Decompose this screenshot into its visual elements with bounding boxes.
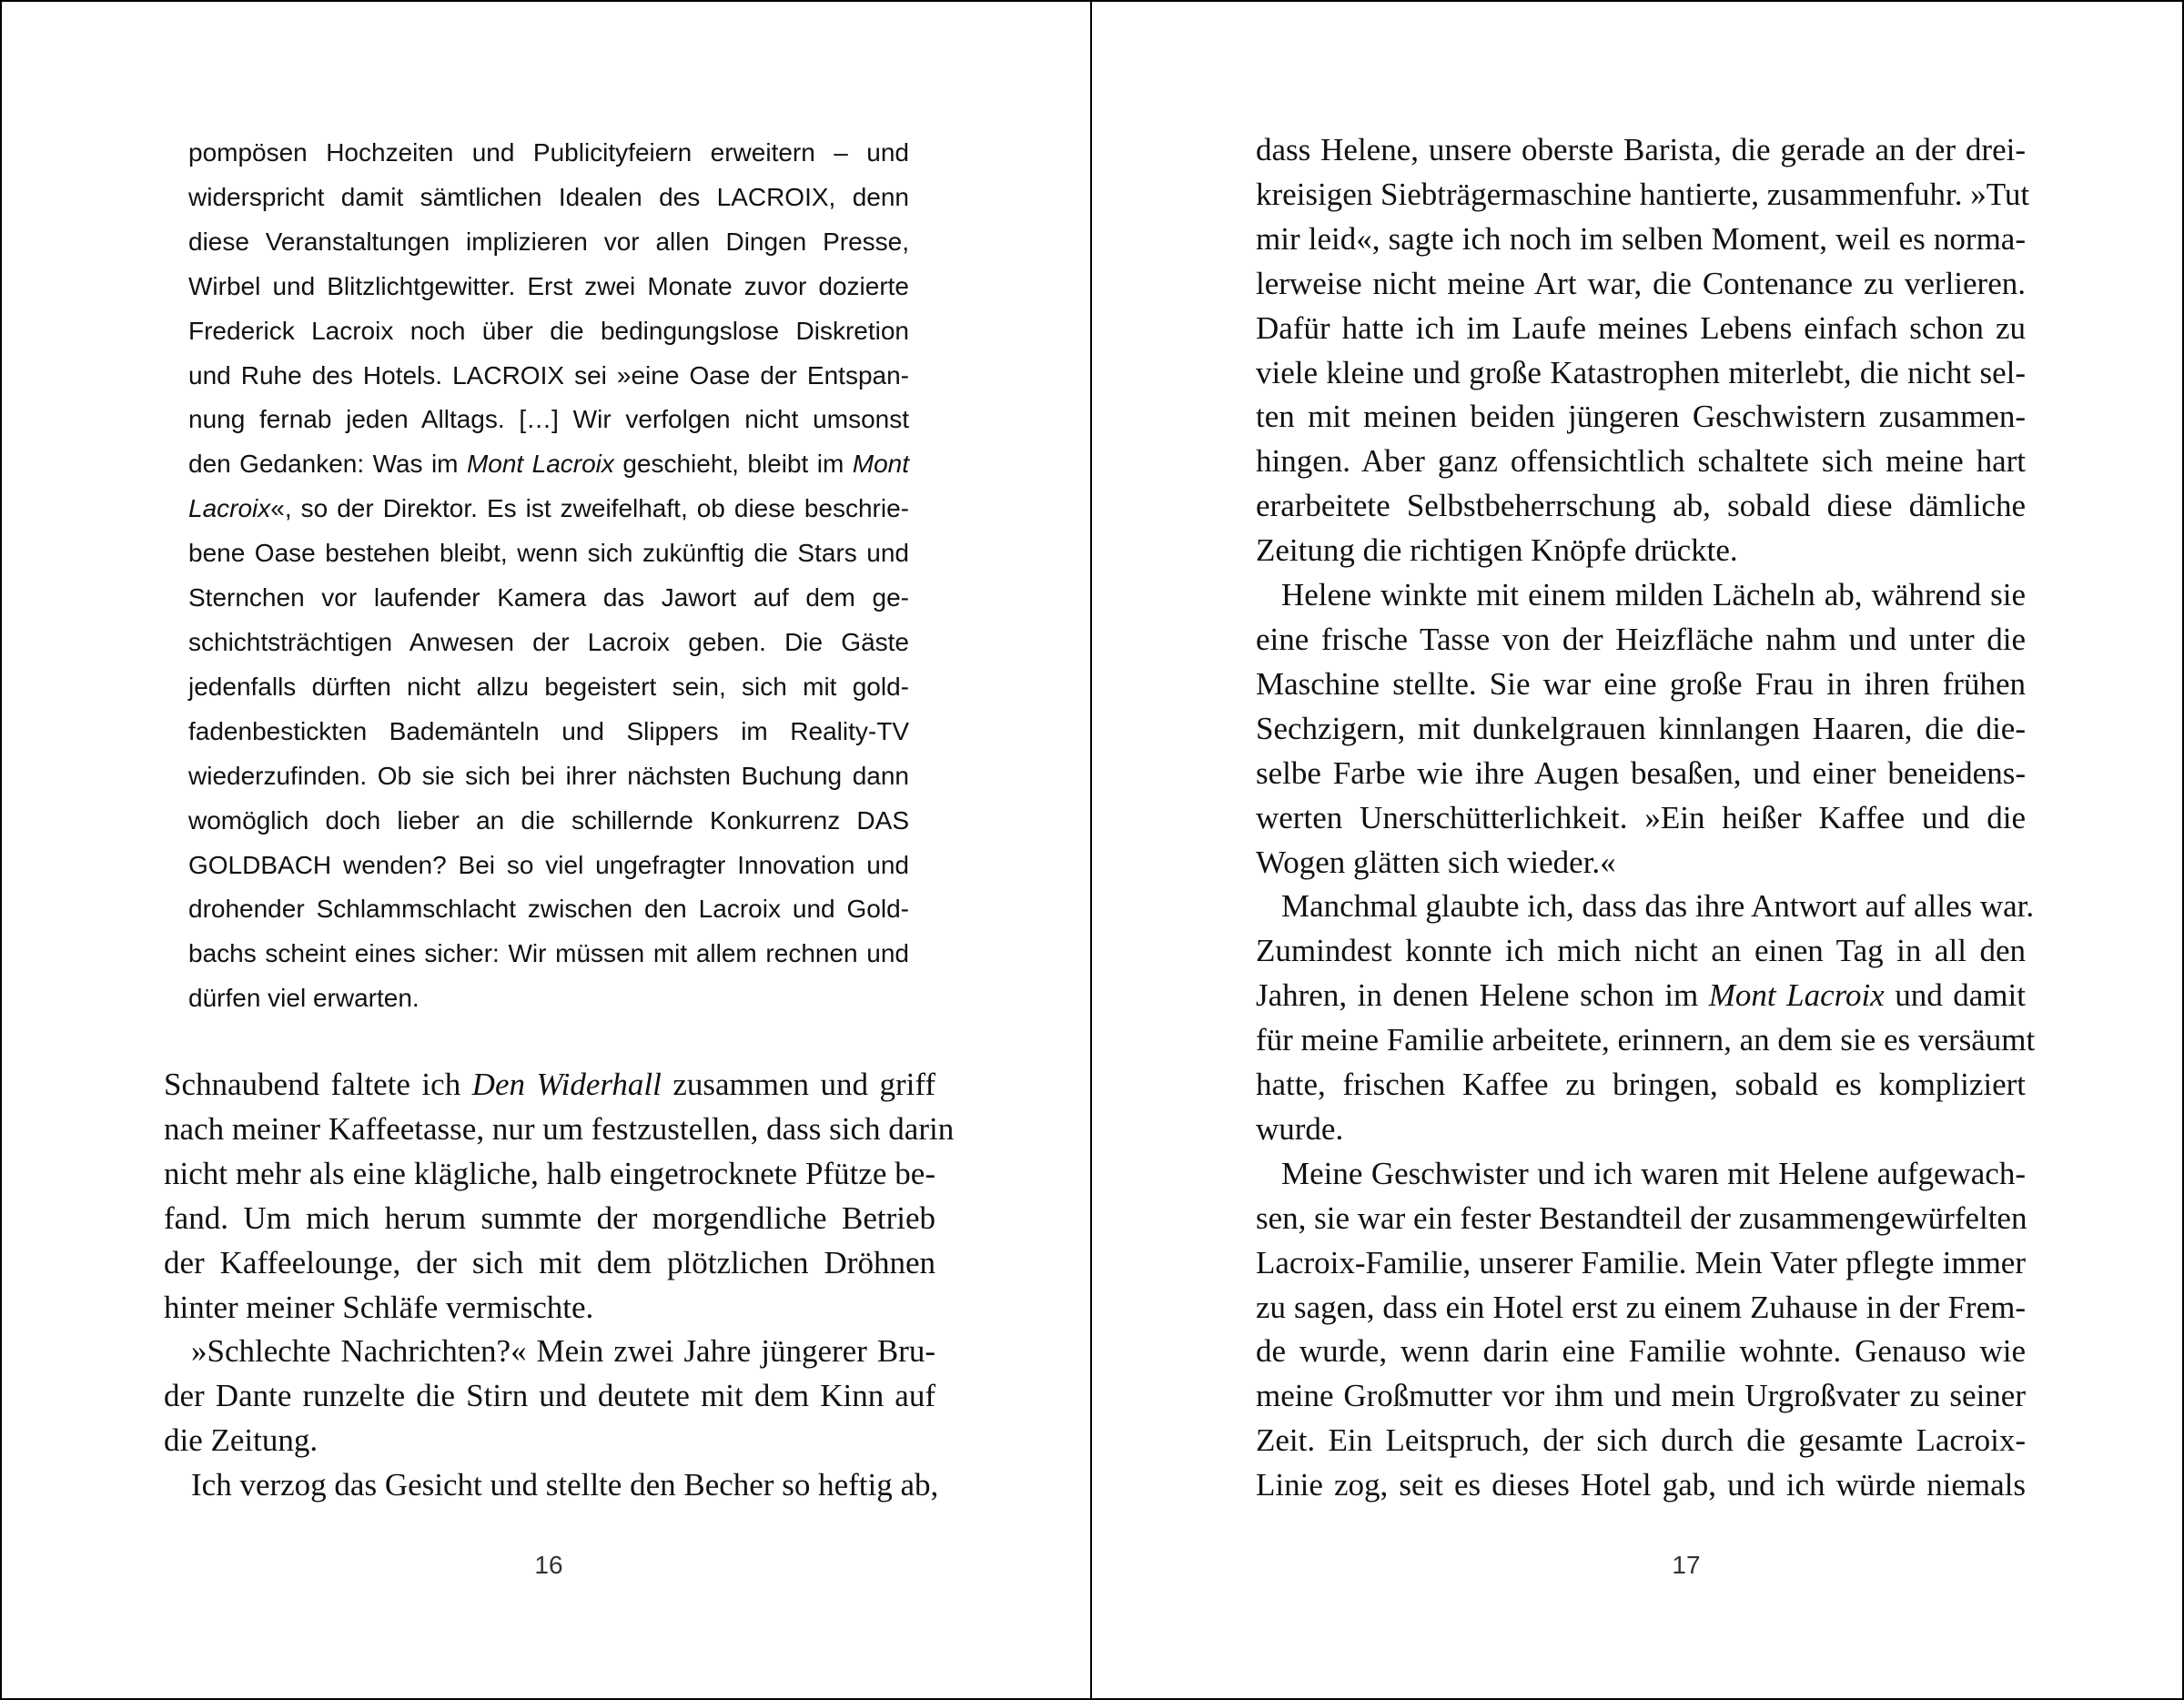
body-line: Linie zog, seit es dieses Hotel gab, und ich würde niemals bbox=[1256, 1467, 2026, 1503]
body-fragment: Jahren, in denen Helene schon im bbox=[1256, 977, 1709, 1014]
body-line: hatte, frischen Kaffee zu bringen, sobald es kompliziert bbox=[1256, 1067, 2026, 1103]
page-number: 16 bbox=[534, 1551, 563, 1579]
quote-line: Sternchen vor laufender Kamera das Jawort auf dem ge- bbox=[188, 583, 909, 612]
body-line: nicht mehr als eine klägliche, halb eingetrocknete Pfütze be- bbox=[164, 1155, 935, 1191]
body-line bbox=[164, 1063, 935, 1108]
quote-italic: Mont bbox=[852, 450, 909, 479]
body-line: Wogen glätten sich wieder.« bbox=[1256, 844, 1616, 880]
body-fragment: Schnaubend faltete ich bbox=[164, 1067, 472, 1102]
body-line: sen, sie war ein fester Bestandteil der zusammengewürfelten bbox=[1256, 1199, 2027, 1236]
body-line: eine frische Tasse von der Heizfläche nahm und unter die bbox=[1256, 621, 2026, 657]
body-line: werten Unerschütterlichkeit. »Ein heißer Kaffee und die bbox=[1256, 799, 2026, 835]
body-line: Maschine stellte. Sie war eine große Frau in ihren frühen bbox=[1256, 665, 2026, 702]
body-italic: Den Widerhall bbox=[471, 1067, 662, 1102]
right-page bbox=[1090, 0, 2184, 1700]
quote-line: bachs scheint eines sicher: Wir müssen mit allem rechnen und bbox=[188, 939, 909, 968]
body-fragment: und damit bbox=[1884, 977, 2026, 1014]
body-line: meine Großmutter vor ihm und mein Urgroßvater zu seiner bbox=[1256, 1378, 2026, 1414]
quote-line: fadenbestickten Bademänteln und Slippers im Reality-TV bbox=[188, 716, 909, 745]
body-line: für meine Familie arbeitete, erinnern, an dem sie es versäumt bbox=[1256, 1022, 2036, 1058]
body-line: die Zeitung. bbox=[164, 1422, 318, 1459]
body-line: Zeit. Ein Leitspruch, der sich durch die gesamte Lacroix- bbox=[1256, 1422, 2026, 1459]
quote-line: womöglich doch lieber an die schillernde Konkurrenz DAS bbox=[188, 805, 909, 835]
quote-line: diese Veranstaltungen implizieren vor allen Dingen Presse, bbox=[188, 227, 909, 256]
body-line: wurde. bbox=[1256, 1110, 1344, 1147]
body-line: kreisigen Siebträgermaschine hantierte, zusammenfuhr. »Tut bbox=[1256, 176, 2030, 212]
body-line: Ich verzog das Gesicht und stellte den Becher so heftig ab, bbox=[191, 1467, 939, 1503]
body-line: hinter meiner Schläfe vermischte. bbox=[164, 1289, 594, 1325]
quote-line: dürfen viel erwarten. bbox=[188, 984, 420, 1013]
quote-line: schichtsträchtigen Anwesen der Lacroix geben. Die Gäste bbox=[188, 627, 909, 656]
quote-italic: Mont Lacroix bbox=[466, 450, 614, 479]
quote-line: widerspricht damit sämtlichen Idealen des LACROIX, denn bbox=[188, 182, 909, 211]
body-line: mir leid«, sagte ich noch im selben Moment, weil es norma- bbox=[1256, 220, 2026, 257]
body-line: Dafür hatte ich im Laufe meines Lebens einfach schon zu bbox=[1256, 309, 2026, 346]
body-line: der Kaffeelounge, der sich mit dem plötzlichen Dröhnen bbox=[164, 1244, 935, 1280]
quote-line: Wirbel und Blitzlichtgewitter. Erst zwei Monate zuvor dozierte bbox=[188, 271, 909, 300]
body-fragment: zusammen und griff bbox=[661, 1067, 936, 1102]
quote-fragment: geschieht, bleibt im bbox=[613, 450, 853, 479]
left-body-text bbox=[164, 1063, 955, 1508]
body-line: erarbeitete Selbstbeherrschung ab, sobald diese dämliche bbox=[1256, 488, 2026, 524]
quote-fragment: den Gedanken: Was im bbox=[188, 450, 467, 479]
quote-line bbox=[188, 442, 909, 487]
quote-italic: Lacroix bbox=[188, 494, 271, 523]
body-line: Lacroix-Familie, unserer Familie. Mein Vater pflegte immer bbox=[1256, 1244, 2026, 1280]
body-line bbox=[1256, 974, 2026, 1018]
body-line: Zeitung die richtigen Knöpfe drückte. bbox=[1256, 532, 1738, 569]
quote-line: GOLDBACH wenden? Bei so viel ungefragter Innovation und bbox=[188, 850, 909, 879]
right-body-text bbox=[1256, 128, 2036, 1508]
body-line: selbe Farbe wie ihre Augen besaßen, und einer beneidens- bbox=[1256, 754, 2026, 791]
body-line: Meine Geschwister und ich waren mit Helene aufgewach- bbox=[1281, 1155, 2026, 1191]
body-line: Helene winkte mit einem milden Lächeln ab, während sie bbox=[1281, 577, 2026, 613]
page-number: 17 bbox=[1672, 1551, 1701, 1579]
body-italic: Mont Lacroix bbox=[1708, 977, 1885, 1014]
body-line: nach meiner Kaffeetasse, nur um festzustellen, dass sich darin bbox=[164, 1110, 955, 1147]
body-line: »Schlechte Nachrichten?« Mein zwei Jahre jüngerer Bru- bbox=[191, 1333, 935, 1370]
quote-line: pompösen Hochzeiten und Publicityfeiern erweitern – und bbox=[188, 138, 909, 167]
quote-line: bene Oase bestehen bleibt, wenn sich zukünftig die Stars und bbox=[188, 539, 909, 568]
body-line: Zumindest konnte ich mich nicht an einen Tag in all den bbox=[1256, 933, 2026, 969]
body-line: Sechzigern, mit dunkelgrauen kinnlangen Haaren, die die- bbox=[1256, 710, 2026, 746]
newspaper-quote bbox=[188, 131, 909, 1021]
body-line: Manchmal glaubte ich, dass das ihre Antwort auf alles war. bbox=[1281, 888, 2035, 925]
quote-line: Frederick Lacroix noch über die bedingungslose Diskretion bbox=[188, 316, 909, 345]
quote-line: nung fernab jeden Alltags. […] Wir verfolgen nicht umsonst bbox=[188, 405, 909, 434]
quote-line: jedenfalls dürften nicht allzu begeistert sein, sich mit gold- bbox=[188, 672, 909, 701]
quote-line: drohender Schlammschlacht zwischen den Lacroix und Gold- bbox=[188, 895, 909, 924]
body-line: lerweise nicht meine Art war, die Contenance zu verlieren. bbox=[1256, 265, 2026, 301]
body-line: hingen. Aber ganz offensichtlich schaltete sich meine hart bbox=[1256, 443, 2026, 480]
quote-fragment: «, so der Direktor. Es ist zweifelhaft, ob diese beschrie- bbox=[270, 494, 909, 523]
body-line: dass Helene, unsere oberste Barista, die gerade an der drei- bbox=[1256, 132, 2026, 167]
body-line: der Dante runzelte die Stirn und deutete mit dem Kinn auf bbox=[164, 1378, 935, 1414]
quote-line bbox=[188, 487, 909, 531]
body-line: viele kleine und große Katastrophen miterlebt, die nicht sel- bbox=[1256, 354, 2026, 390]
body-line: de wurde, wenn darin eine Familie wohnte. Genauso wie bbox=[1256, 1333, 2026, 1370]
quote-line: und Ruhe des Hotels. LACROIX sei »eine Oase der Entspan- bbox=[188, 360, 909, 390]
body-line: ten mit meinen beiden jüngeren Geschwistern zusammen- bbox=[1256, 399, 2026, 435]
quote-line: wiederzufinden. Ob sie sich bei ihrer nächsten Buchung dann bbox=[188, 761, 909, 790]
body-line: fand. Um mich herum summte der morgendliche Betrieb bbox=[164, 1199, 935, 1236]
body-line: zu sagen, dass ein Hotel erst zu einem Zuhause in der Frem- bbox=[1256, 1289, 2026, 1325]
